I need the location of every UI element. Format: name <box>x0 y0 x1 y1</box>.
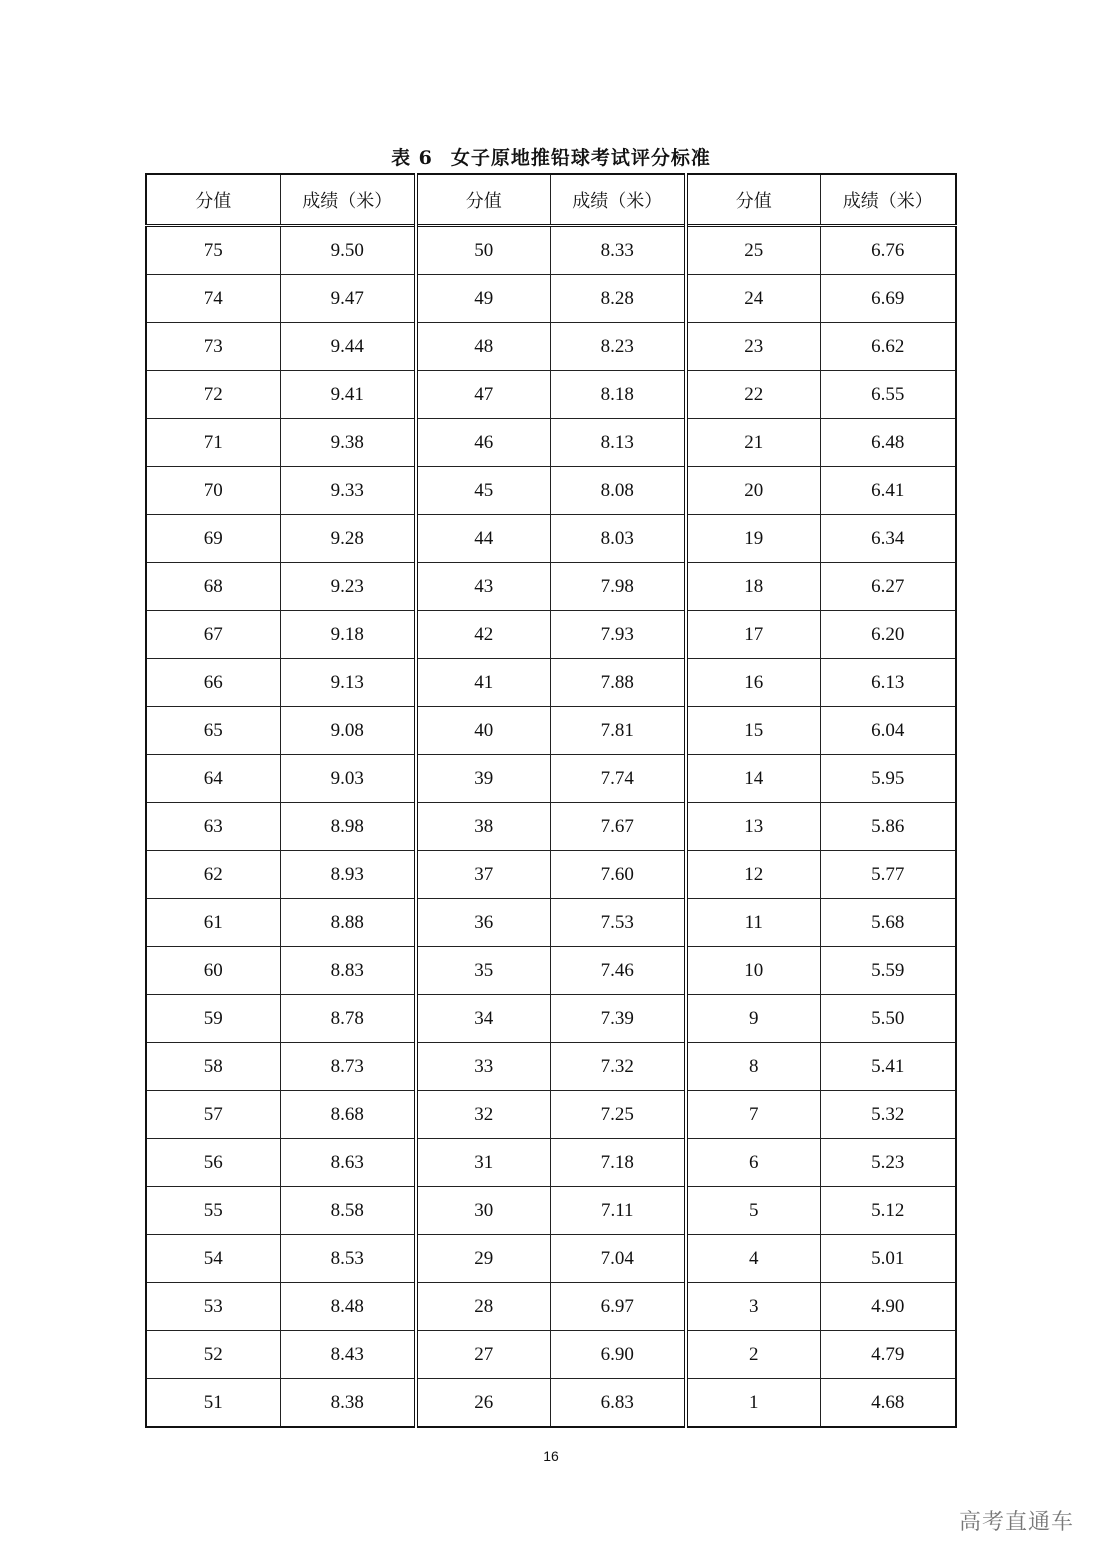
score-cell: 12 <box>686 851 820 899</box>
score-cell: 22 <box>686 371 820 419</box>
result-cell: 8.98 <box>280 803 416 851</box>
result-cell: 8.58 <box>280 1187 416 1235</box>
table-row <box>146 1235 956 1283</box>
score-cell: 48 <box>416 323 550 371</box>
score-cell: 3 <box>686 1283 820 1331</box>
result-cell: 9.03 <box>280 755 416 803</box>
table-row <box>146 563 956 611</box>
table-row <box>146 1379 956 1428</box>
result-cell: 8.48 <box>280 1283 416 1331</box>
score-cell: 24 <box>686 275 820 323</box>
score-cell: 52 <box>146 1331 280 1379</box>
score-cell: 50 <box>416 226 550 275</box>
result-cell: 5.50 <box>820 995 956 1043</box>
result-cell: 7.53 <box>550 899 686 947</box>
score-cell: 40 <box>416 707 550 755</box>
result-cell: 8.68 <box>280 1091 416 1139</box>
score-cell: 55 <box>146 1187 280 1235</box>
table-body <box>146 226 956 1428</box>
score-cell: 56 <box>146 1139 280 1187</box>
result-cell: 8.83 <box>280 947 416 995</box>
score-cell: 1 <box>686 1379 820 1428</box>
result-cell: 8.88 <box>280 899 416 947</box>
score-cell: 16 <box>686 659 820 707</box>
result-cell: 7.25 <box>550 1091 686 1139</box>
score-cell: 68 <box>146 563 280 611</box>
result-cell: 9.50 <box>280 226 416 275</box>
table-row <box>146 323 956 371</box>
table-row <box>146 899 956 947</box>
result-cell: 4.79 <box>820 1331 956 1379</box>
score-cell: 64 <box>146 755 280 803</box>
score-cell: 51 <box>146 1379 280 1428</box>
score-cell: 4 <box>686 1235 820 1283</box>
result-cell: 8.43 <box>280 1331 416 1379</box>
result-cell: 7.74 <box>550 755 686 803</box>
result-cell: 6.83 <box>550 1379 686 1428</box>
result-cell: 6.62 <box>820 323 956 371</box>
result-cell: 7.18 <box>550 1139 686 1187</box>
score-cell: 44 <box>416 515 550 563</box>
result-cell: 5.68 <box>820 899 956 947</box>
result-cell: 8.08 <box>550 467 686 515</box>
score-cell: 23 <box>686 323 820 371</box>
result-cell: 5.59 <box>820 947 956 995</box>
score-cell: 6 <box>686 1139 820 1187</box>
result-cell: 8.38 <box>280 1379 416 1428</box>
result-cell: 7.93 <box>550 611 686 659</box>
table-row <box>146 1187 956 1235</box>
table-row <box>146 947 956 995</box>
score-cell: 13 <box>686 803 820 851</box>
result-cell: 6.34 <box>820 515 956 563</box>
score-cell: 45 <box>416 467 550 515</box>
table-row <box>146 1091 956 1139</box>
score-cell: 46 <box>416 419 550 467</box>
table-row <box>146 707 956 755</box>
header-score: 分值 <box>146 174 280 226</box>
result-cell: 7.32 <box>550 1043 686 1091</box>
score-cell: 30 <box>416 1187 550 1235</box>
score-cell: 11 <box>686 899 820 947</box>
table-row <box>146 851 956 899</box>
score-cell: 34 <box>416 995 550 1043</box>
score-cell: 39 <box>416 755 550 803</box>
score-cell: 28 <box>416 1283 550 1331</box>
result-cell: 6.97 <box>550 1283 686 1331</box>
result-cell: 6.13 <box>820 659 956 707</box>
score-cell: 37 <box>416 851 550 899</box>
result-cell: 8.78 <box>280 995 416 1043</box>
result-cell: 9.23 <box>280 563 416 611</box>
result-cell: 7.67 <box>550 803 686 851</box>
result-cell: 5.95 <box>820 755 956 803</box>
score-cell: 33 <box>416 1043 550 1091</box>
score-cell: 36 <box>416 899 550 947</box>
table-row <box>146 1139 956 1187</box>
result-cell: 9.38 <box>280 419 416 467</box>
score-cell: 74 <box>146 275 280 323</box>
score-cell: 73 <box>146 323 280 371</box>
table-row <box>146 419 956 467</box>
table-caption-label: 表 6 <box>391 147 433 169</box>
score-cell: 67 <box>146 611 280 659</box>
table-header-row <box>146 174 956 226</box>
result-cell: 4.90 <box>820 1283 956 1331</box>
header-result: 成绩（米） <box>280 174 416 226</box>
table-row <box>146 1331 956 1379</box>
result-cell: 9.28 <box>280 515 416 563</box>
result-cell: 7.39 <box>550 995 686 1043</box>
result-cell: 5.01 <box>820 1235 956 1283</box>
result-cell: 8.63 <box>280 1139 416 1187</box>
result-cell: 8.33 <box>550 226 686 275</box>
result-cell: 9.08 <box>280 707 416 755</box>
score-cell: 8 <box>686 1043 820 1091</box>
result-cell: 6.41 <box>820 467 956 515</box>
result-cell: 5.23 <box>820 1139 956 1187</box>
table-row <box>146 755 956 803</box>
result-cell: 6.04 <box>820 707 956 755</box>
result-cell: 8.03 <box>550 515 686 563</box>
score-cell: 31 <box>416 1139 550 1187</box>
score-cell: 9 <box>686 995 820 1043</box>
scoring-standard-table <box>145 173 957 1428</box>
score-cell: 41 <box>416 659 550 707</box>
score-cell: 29 <box>416 1235 550 1283</box>
result-cell: 9.41 <box>280 371 416 419</box>
score-cell: 19 <box>686 515 820 563</box>
result-cell: 6.76 <box>820 226 956 275</box>
score-cell: 49 <box>416 275 550 323</box>
result-cell: 4.68 <box>820 1379 956 1428</box>
score-cell: 59 <box>146 995 280 1043</box>
result-cell: 9.33 <box>280 467 416 515</box>
result-cell: 6.90 <box>550 1331 686 1379</box>
page-number: 16 <box>543 1448 559 1464</box>
table-row <box>146 1283 956 1331</box>
score-cell: 25 <box>686 226 820 275</box>
table-caption <box>0 144 1102 172</box>
table-row <box>146 371 956 419</box>
table-row <box>146 226 956 275</box>
result-cell: 8.18 <box>550 371 686 419</box>
score-cell: 5 <box>686 1187 820 1235</box>
table-caption-title: 女子原地推铅球考试评分标准 <box>450 147 711 169</box>
score-cell: 58 <box>146 1043 280 1091</box>
result-cell: 5.41 <box>820 1043 956 1091</box>
result-cell: 6.55 <box>820 371 956 419</box>
score-cell: 32 <box>416 1091 550 1139</box>
score-cell: 66 <box>146 659 280 707</box>
score-cell: 43 <box>416 563 550 611</box>
header-result: 成绩（米） <box>550 174 686 226</box>
result-cell: 8.28 <box>550 275 686 323</box>
watermark-text: 高考直通车 <box>958 1510 1074 1535</box>
score-cell: 61 <box>146 899 280 947</box>
result-cell: 7.81 <box>550 707 686 755</box>
result-cell: 9.13 <box>280 659 416 707</box>
score-cell: 26 <box>416 1379 550 1428</box>
score-cell: 2 <box>686 1331 820 1379</box>
score-cell: 20 <box>686 467 820 515</box>
table-row <box>146 659 956 707</box>
result-cell: 7.88 <box>550 659 686 707</box>
score-cell: 27 <box>416 1331 550 1379</box>
score-cell: 35 <box>416 947 550 995</box>
result-cell: 9.44 <box>280 323 416 371</box>
score-cell: 63 <box>146 803 280 851</box>
result-cell: 6.69 <box>820 275 956 323</box>
table-row <box>146 515 956 563</box>
score-cell: 71 <box>146 419 280 467</box>
result-cell: 7.98 <box>550 563 686 611</box>
result-cell: 7.60 <box>550 851 686 899</box>
result-cell: 8.93 <box>280 851 416 899</box>
score-cell: 75 <box>146 226 280 275</box>
result-cell: 9.47 <box>280 275 416 323</box>
result-cell: 7.04 <box>550 1235 686 1283</box>
result-cell: 8.73 <box>280 1043 416 1091</box>
score-cell: 70 <box>146 467 280 515</box>
score-cell: 21 <box>686 419 820 467</box>
score-cell: 14 <box>686 755 820 803</box>
table-row <box>146 803 956 851</box>
score-cell: 47 <box>416 371 550 419</box>
result-cell: 8.53 <box>280 1235 416 1283</box>
score-cell: 18 <box>686 563 820 611</box>
score-cell: 42 <box>416 611 550 659</box>
result-cell: 5.86 <box>820 803 956 851</box>
header-score: 分值 <box>686 174 820 226</box>
score-cell: 10 <box>686 947 820 995</box>
result-cell: 5.77 <box>820 851 956 899</box>
score-cell: 7 <box>686 1091 820 1139</box>
table-row <box>146 611 956 659</box>
table-row <box>146 1043 956 1091</box>
result-cell: 6.27 <box>820 563 956 611</box>
score-cell: 15 <box>686 707 820 755</box>
score-cell: 17 <box>686 611 820 659</box>
score-cell: 38 <box>416 803 550 851</box>
result-cell: 6.48 <box>820 419 956 467</box>
result-cell: 6.20 <box>820 611 956 659</box>
score-cell: 62 <box>146 851 280 899</box>
result-cell: 5.32 <box>820 1091 956 1139</box>
score-cell: 65 <box>146 707 280 755</box>
header-result: 成绩（米） <box>820 174 956 226</box>
score-cell: 72 <box>146 371 280 419</box>
result-cell: 9.18 <box>280 611 416 659</box>
table-row <box>146 467 956 515</box>
header-score: 分值 <box>416 174 550 226</box>
score-cell: 57 <box>146 1091 280 1139</box>
score-cell: 69 <box>146 515 280 563</box>
table-row <box>146 275 956 323</box>
result-cell: 5.12 <box>820 1187 956 1235</box>
result-cell: 8.23 <box>550 323 686 371</box>
score-cell: 53 <box>146 1283 280 1331</box>
score-cell: 54 <box>146 1235 280 1283</box>
result-cell: 7.46 <box>550 947 686 995</box>
score-cell: 60 <box>146 947 280 995</box>
result-cell: 7.11 <box>550 1187 686 1235</box>
result-cell: 8.13 <box>550 419 686 467</box>
table-row <box>146 995 956 1043</box>
